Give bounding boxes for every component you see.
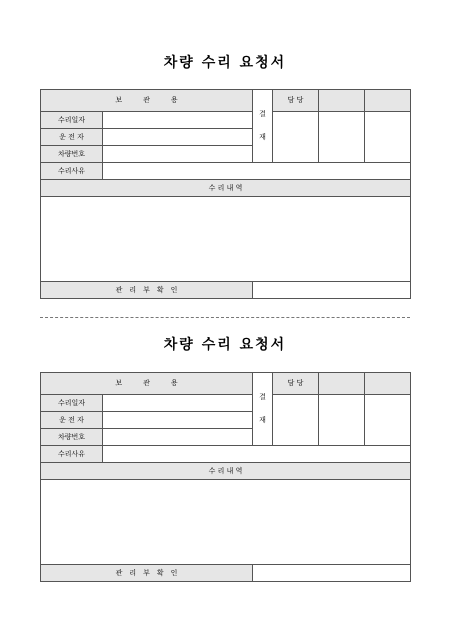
approval-sign-cell-3[interactable] — [365, 395, 411, 446]
repair-details-header: 수 리 내 역 — [41, 180, 411, 197]
approval-header-cell-3 — [365, 90, 411, 112]
repair-details-area[interactable] — [41, 197, 411, 282]
approval-sign-cell-2[interactable] — [319, 112, 365, 163]
form-table — [40, 89, 411, 299]
repair-reason-label: 수리사유 — [41, 446, 103, 463]
repair-reason-label: 수리사유 — [41, 163, 103, 180]
repair-reason-field[interactable] — [103, 446, 411, 463]
driver-label: 운 전 자 — [41, 412, 103, 429]
approval-person-header: 담 당 — [273, 373, 319, 395]
repair-date-field[interactable] — [103, 395, 253, 412]
approval-sign-cell-2[interactable] — [319, 395, 365, 446]
approval-sign-cell-1[interactable] — [273, 112, 319, 163]
repair-date-label: 수리일자 — [41, 112, 103, 129]
approval-label-char-1: 결 — [259, 393, 266, 401]
management-check-field[interactable] — [253, 565, 411, 582]
vehicle-number-label: 차량번호 — [41, 429, 103, 446]
repair-date-label: 수리일자 — [41, 395, 103, 412]
cut-line — [40, 317, 410, 318]
repair-details-header: 수 리 내 역 — [41, 463, 411, 480]
approval-sign-cell-1[interactable] — [273, 395, 319, 446]
form-title: 차량 수리 요청서 — [163, 337, 287, 353]
driver-field[interactable] — [103, 412, 253, 429]
repair-request-form-2 — [40, 372, 410, 582]
management-check-label: 관 리 부 확 인 — [41, 282, 253, 299]
approval-person-header: 담 당 — [273, 90, 319, 112]
management-check-label: 관 리 부 확 인 — [41, 565, 253, 582]
approval-header-cell-3 — [365, 373, 411, 395]
vehicle-number-field[interactable] — [103, 146, 253, 163]
storage-label: 보 관 용 — [41, 90, 253, 112]
storage-label: 보 관 용 — [41, 373, 253, 395]
approval-label-char-1: 결 — [259, 110, 266, 118]
approval-header-cell-2 — [319, 373, 365, 395]
repair-reason-field[interactable] — [103, 163, 411, 180]
driver-field[interactable] — [103, 129, 253, 146]
form-title: 차량 수리 요청서 — [163, 55, 287, 71]
repair-details-area[interactable] — [41, 480, 411, 565]
approval-label-char-2: 재 — [259, 133, 266, 141]
approval-label — [253, 373, 273, 446]
repair-request-form-1 — [40, 89, 410, 299]
vehicle-number-label: 차량번호 — [41, 146, 103, 163]
approval-header-cell-2 — [319, 90, 365, 112]
approval-label — [253, 90, 273, 163]
approval-label-char-2: 재 — [259, 416, 266, 424]
form-table — [40, 372, 411, 582]
approval-sign-cell-3[interactable] — [365, 112, 411, 163]
vehicle-number-field[interactable] — [103, 429, 253, 446]
driver-label: 운 전 자 — [41, 129, 103, 146]
repair-date-field[interactable] — [103, 112, 253, 129]
management-check-field[interactable] — [253, 282, 411, 299]
